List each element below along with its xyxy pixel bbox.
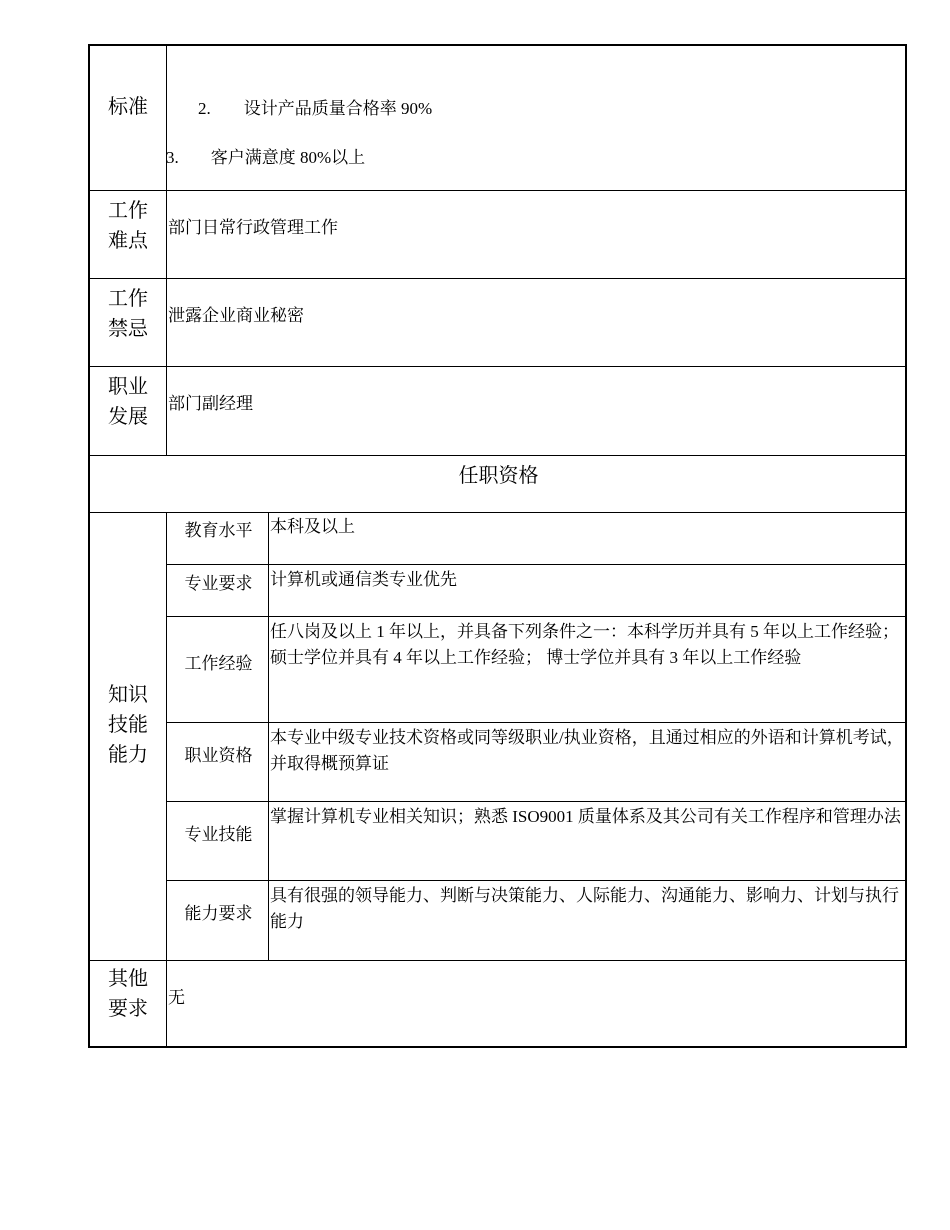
knowledge-label-line1: 知识 [108,684,148,706]
other-label [90,964,166,1024]
taboo-label-line2: 禁忌 [108,318,148,340]
experience-text: 任八岗及以上 1 年以上，并具备下列条件之一：本科学历并具有 5 年以上工作经验；硕士学位并具有 4 年以上工作经验； 博士学位并具有 3 年以上工作经验 [270,622,899,667]
job-description-table [88,44,907,1048]
sub-row-divider [167,801,905,802]
major-label: 专业要求 [184,574,253,593]
difficulty-label [90,196,166,256]
sub-row-divider [167,564,905,565]
knowledge-label-line3: 能力 [108,744,148,766]
education-text: 本科及以上 [270,517,355,536]
skills-text: 掌握计算机专业相关知识；熟悉 ISO9001 质量体系及其公司有关工作程序和管理办法 [270,807,901,826]
qualification-header: 任职资格 [458,465,539,487]
major-text: 计算机或通信类专业优先 [270,570,457,589]
knowledge-label-line2: 技能 [108,714,148,736]
standard-item-2-num: 2. [198,99,211,118]
row-divider [90,278,905,279]
standard-item-2 [198,94,934,119]
row-divider [90,190,905,191]
career-text: 部门副经理 [168,394,253,413]
row-divider [90,960,905,961]
taboo-label-line1: 工作 [108,288,148,310]
row-divider [90,455,905,456]
ability-label: 能力要求 [184,904,253,923]
experience-label: 工作经验 [184,654,253,673]
standard-item-2-text: 设计产品质量合格率 90% [243,99,433,118]
career-label [90,372,166,432]
standard-item-3-num: 3. [166,148,179,167]
sub-row-divider [167,880,905,881]
sub-row-divider [167,616,905,617]
standard-item-3 [166,143,902,168]
row-divider [90,366,905,367]
difficulty-label-line1: 工作 [108,200,148,222]
row-divider [90,512,905,513]
taboo-label [90,284,166,344]
other-label-line1: 其他 [108,968,148,990]
difficulty-label-line2: 难点 [108,230,148,252]
standard-label: 标准 [108,96,148,118]
taboo-text: 泄露企业商业秘密 [168,306,304,325]
ability-text: 具有很强的领导能力、判断与决策能力、人际能力、沟通能力、影响力、计划与执行能力 [270,886,899,931]
other-label-line2: 要求 [108,998,148,1020]
sub-row-divider [167,722,905,723]
knowledge-label [90,680,166,770]
difficulty-text: 部门日常行政管理工作 [168,218,338,237]
label-column-divider-bottom [166,512,167,1048]
education-label: 教育水平 [184,521,253,540]
skills-label: 专业技能 [184,825,253,844]
career-label-line1: 职业 [108,376,148,398]
certification-text: 本专业中级专业技术资格或同等级职业/执业资格，且通过相应的外语和计算机考试，并取得概预算证 [270,728,904,773]
career-label-line2: 发展 [108,406,148,428]
standard-item-3-text: 客户满意度 80%以上 [210,148,366,167]
other-text: 无 [168,988,185,1007]
certification-label: 职业资格 [184,746,253,765]
label-column-divider-top [166,46,167,455]
